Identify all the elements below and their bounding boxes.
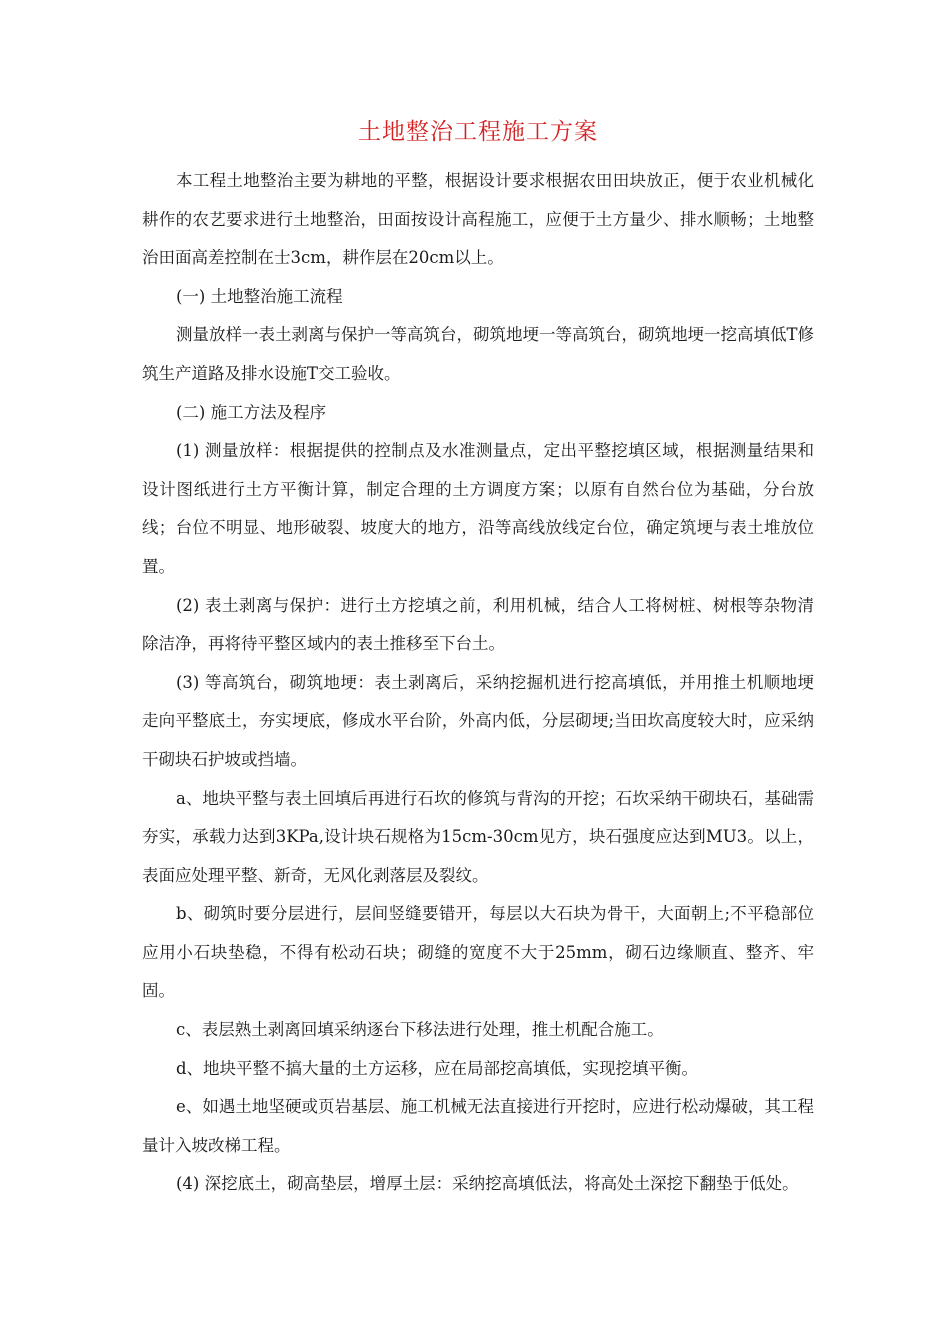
paragraph-step-3: (3) 等高筑台，砌筑地埂：表土剥离后，采纳挖掘机进行挖高填低，并用推土机顺地埂走向平整底土，夯实埂底，修成水平台阶，外高内低，分层砌埂;当田坎高度较大时，应采纳干砌块石护坡或挡墙。 bbox=[142, 672, 814, 769]
paragraph-process-flow: 测量放样一表土剥离与保护一等高筑台，砌筑地埂一等高筑台，砌筑地埂一挖高填低T修筑生产道路及排水设施T交工验收。 bbox=[142, 325, 815, 383]
paragraph-item-b: b、砌筑时要分层进行，层间竖缝要错开，每层以大石块为骨干，大面朝上;不平稳部位应用小石块垫稳，不得有松动石块；砌缝的宽度不大于25mm，砌石边缘顺直、整齐、牢固。 bbox=[142, 904, 814, 1001]
paragraph-step-2: (2) 表土剥离与保护：进行土方挖填之前，利用机械，结合人工将树桩、树根等杂物清除洁净，再将待平整区域内的表土推移至下台土。 bbox=[142, 595, 814, 654]
heading-section-2: (二) 施工方法及程序 bbox=[176, 402, 327, 422]
paragraph-item-d: d、地块平整不搞大量的土方运移，应在局部挖高填低，实现挖填平衡。 bbox=[176, 1058, 699, 1078]
heading-section-1: (一) 土地整治施工流程 bbox=[176, 286, 343, 306]
paragraph-step-1: (1) 测量放样：根据提供的控制点及水准测量点，定出平整挖填区域，根据测量结果和设计图纸进行土方平衡计算，制定合理的土方调度方案；以原有自然台位为基础，分台放线；台位不明显、地形破裂、坡度大的地方，沿等高线放线定台位，确定筑埂与表土堆放位置。 bbox=[142, 441, 814, 576]
paragraph-intro: 本工程土地整治主要为耕地的平整，根据设计要求根据农田田块放正，便于农业机械化耕作的农艺要求进行土地整治，田面按设计高程施工，应便于土方量少、排水顺畅；土地整治田面高差控制在士3cm，耕作层在20cm以上。 bbox=[142, 171, 814, 268]
document-title: 土地整治工程施工方案 bbox=[358, 119, 598, 145]
paragraph-step-4: (4) 深挖底土，砌高垫层，增厚土层：采纳挖高填低法，将高处土深挖下翻垫于低处。 bbox=[176, 1174, 799, 1194]
paragraph-item-c: c、表层熟土剥离回填采纳逐台下移法进行处理，推土机配合施工。 bbox=[176, 1020, 664, 1040]
paragraph-item-a: a、地块平整与表土回填后再进行石坎的修筑与背沟的开挖；石坎采纳干砌块石，基础需夯实，承载力达到3KPa,设计块石规格为15cm-30cm见方，块石强度应达到MU3。以上，表面应处理平整、新奇，无风化剥落层及裂纹。 bbox=[142, 788, 814, 885]
paragraph-item-e: e、如遇土地坚硬或页岩基层、施工机械无法直接进行开挖时，应进行松动爆破，其工程量计入坡改梯工程。 bbox=[142, 1097, 814, 1155]
